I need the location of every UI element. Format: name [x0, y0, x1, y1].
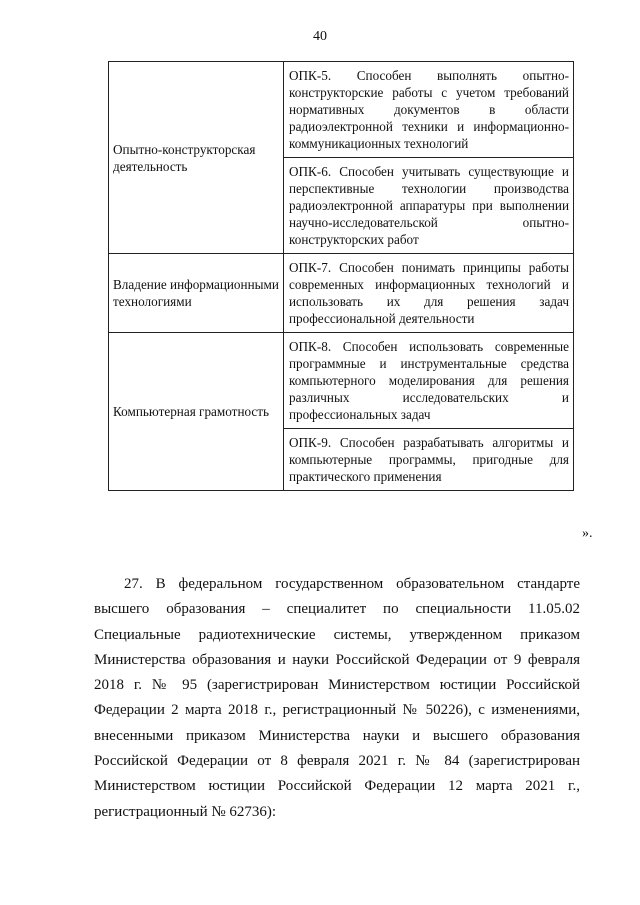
page-number: 40: [313, 29, 327, 44]
competency-item: ОПК-8. Способен использовать современные программные и инструментальные средства компьютерного моделирования для решения различных исследовательских и профессиональных задач: [284, 333, 574, 429]
body-paragraph: 27. В федеральном государственном образовательном стандарте высшего образования – специалитет по специальности 11.05.02 Специальные радиотехнические системы, утвержденном приказом Министерства образования и науки Российской Федерации от 9 февраля 2018 г. № 95 (зарегистрирован Министерством юстиции Российской Федерации 2 марта 2018 г., регистрационный № 50226), с изменениями, внесенными приказом Министерства науки и высшего образования Российской Федерации от 8 февраля 2021 г. № 84 (зарегистрирован Министерством юстиции Российской Федерации 12 марта 2021 г., регистрационный № 62736):: [94, 576, 580, 820]
closing-quote: ».: [582, 526, 593, 541]
competency-item: ОПК-6. Способен учитывать существующие и перспективные технологии производства радиоэлектронной аппаратуры при выполнении научно-исследовательской опытно-конструкторских работ: [284, 158, 574, 254]
table-row: [109, 62, 574, 158]
competency-item: ОПК-7. Способен понимать принципы работы современных информационных технологий и использовать их для решения задач профессиональной деятельности: [284, 254, 574, 333]
competency-group-label: Опытно-конструкторская деятельность: [109, 62, 284, 254]
competency-group-label: Компьютерная грамотность: [109, 333, 284, 491]
competencies-table: [108, 61, 574, 491]
table-row: [109, 254, 574, 333]
competency-group-label: Владение информационными технологиями: [109, 254, 284, 333]
table-row: [109, 333, 574, 429]
competency-item: ОПК-9. Способен разрабатывать алгоритмы и компьютерные программы, пригодные для практического применения: [284, 429, 574, 491]
competency-item: ОПК-5. Способен выполнять опытно-конструкторские работы с учетом требований нормативных документов в области радиоэлектронной техники и информационно-коммуникационных технологий: [284, 62, 574, 158]
